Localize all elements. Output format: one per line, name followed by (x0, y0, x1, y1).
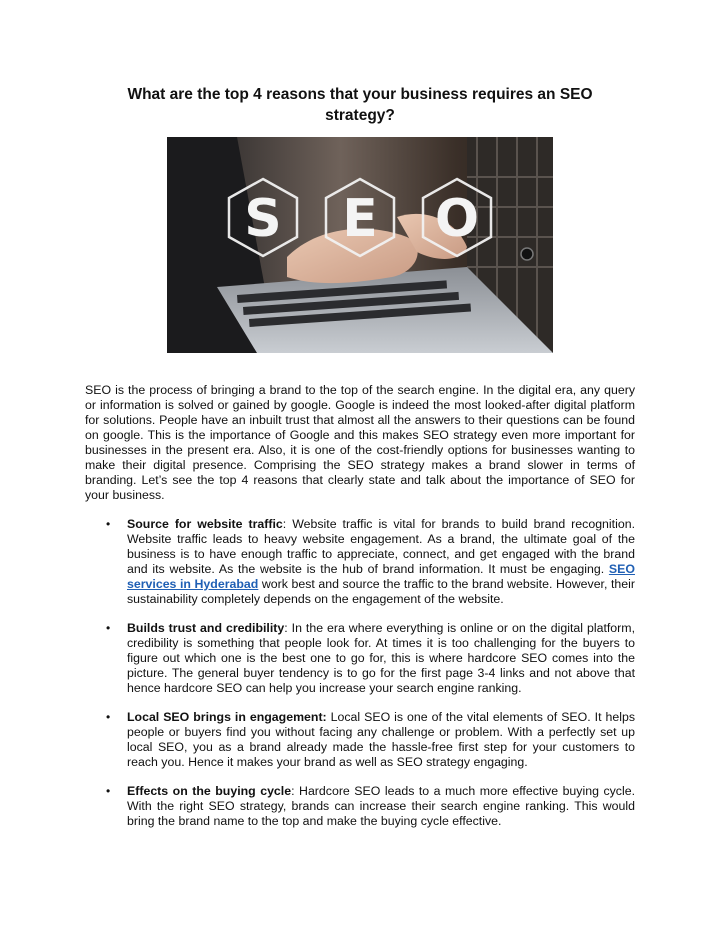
list-item-heading: Source for website traffic (127, 517, 283, 531)
list-item (106, 710, 635, 770)
list-item-text: In the era where everything is online or on the digital platform, credibility is something that people look for. At times it is too challenging for the buyers to figure out which one is the best one to go for, this is where hardcore SEO comes into the picture. The general buyer tendency is to go for the first page 3-4 links and not above that hence hardcore SEO can help you increase your search engine ranking. (127, 621, 635, 695)
list-item-heading: Local SEO brings in engagement: (127, 710, 327, 724)
seo-services-link[interactable]: SEO services in Hyderabad (127, 562, 635, 591)
bullet-icon: • (106, 621, 111, 635)
seo-hero-image (167, 137, 553, 353)
reasons-list (0, 517, 720, 829)
bullet-icon: • (106, 784, 111, 798)
list-item-heading: Builds trust and credibility (127, 621, 285, 635)
bullet-icon: • (106, 710, 111, 724)
document-title: What are the top 4 reasons that your business requires an SEO strategy? (127, 86, 593, 124)
list-item-separator: : (282, 517, 293, 531)
list-item-heading: Effects on the buying cycle (127, 784, 292, 798)
list-item-text: Local SEO is one of the vital elements of SEO. It helps people or buyers find you without facing any challenge or problem. With a perfectly set up local SEO, you as a brand already made the hassle-free first step for your customers to reach you. Hence it makes your brand as well as SEO strategy engaging. (127, 710, 635, 769)
intro-paragraph: SEO is the process of bringing a brand to the top of the search engine. In the digital era, any query or information is solved or gained by google. Google is indeed the most looked-after digital platform for solutions. People have an inbuilt trust that almost all the answers to their questions can be found on google. This is the importance of Google and this makes SEO strategy even more important for businesses in the present era. Also, it is one of the cost-friendly options for businesses wanting to make their digital presence. Comprising the SEO strategy makes a brand slower in terms of branding. Let’s see the top 4 reasons that clearly state and talk about the importance of SEO for your business. (85, 383, 635, 502)
list-item (106, 517, 635, 607)
hero-letter-s: S (244, 189, 282, 249)
list-item-text-after-link: work best and source the traffic to the brand website. However, their sustainability completely depends on the engagement of the website. (127, 577, 635, 606)
bullet-icon: • (106, 517, 111, 531)
list-item (106, 621, 635, 696)
hero-letter-o: O (434, 189, 480, 249)
list-item-separator: : (284, 621, 292, 635)
hero-letter-e: E (342, 189, 378, 249)
hero-illustration (167, 137, 553, 353)
list-item-separator: : (291, 784, 300, 798)
list-item-text: Hardcore SEO leads to a much more effective buying cycle. With the right SEO strategy, brands can increase their search engine ranking. This would bring the brand name to the top and make the buying cycle effective. (127, 784, 635, 828)
list-item (106, 784, 635, 829)
list-item-text: Website traffic is vital for brands to build brand recognition. Website traffic leads to heavy website engagement. As a brand, the ultimate goal of the business is to have enough traffic to appreciate, connect, and get engaged with the brand and its website. As the website is the hub of brand information. It must be engaging. (127, 517, 635, 576)
